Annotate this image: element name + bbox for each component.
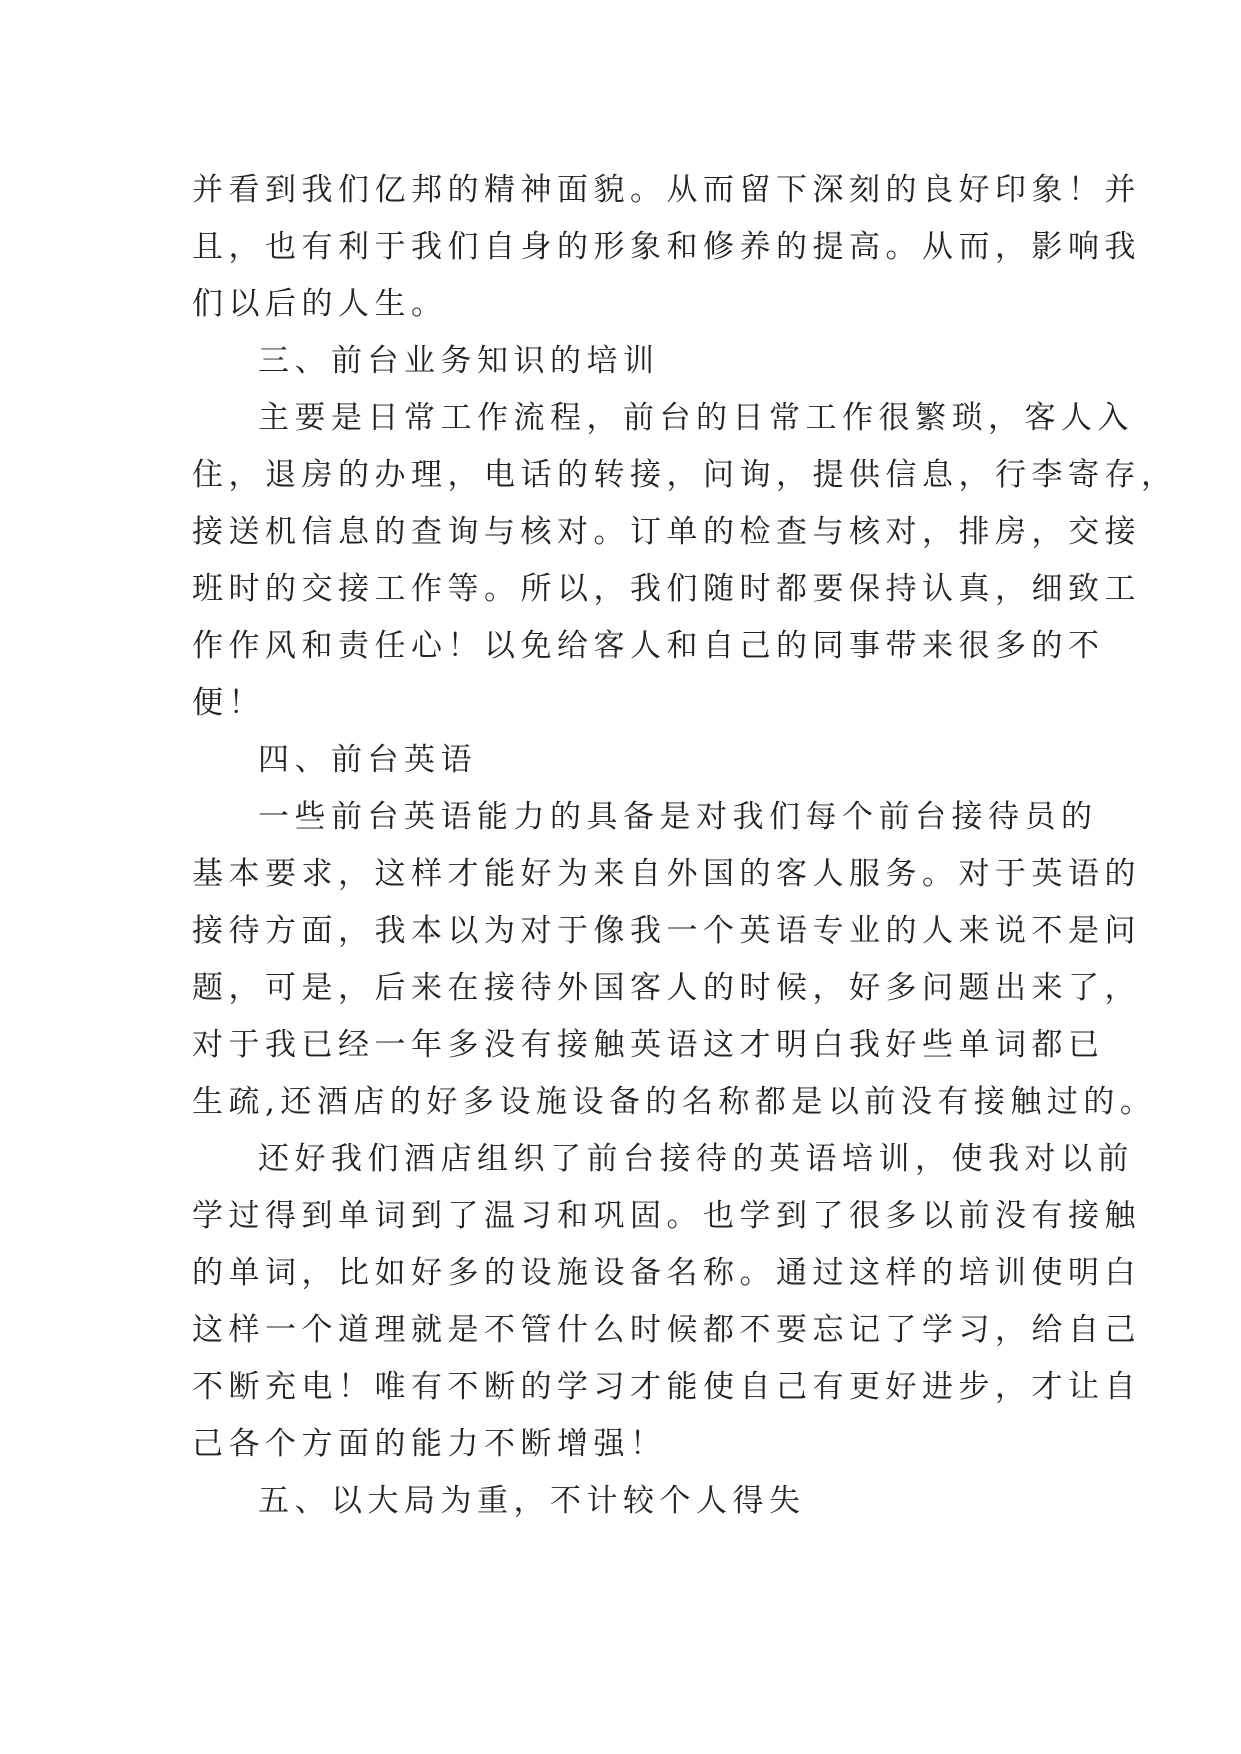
text-line: 的单词，比如好多的设施设备名称。通过这样的培训使明白 [192,1255,1141,1291]
document-body [192,162,1178,1530]
text-line: 住，退房的办理，电话的转接，问询，提供信息，行李寄存， [192,457,1178,493]
text-line: 这样一个道理就是不管什么时候都不要忘记了学习，给自己 [192,1312,1141,1348]
text-line: 班时的交接工作等。所以，我们随时都要保持认真，细致工 [192,571,1141,607]
text-line: 题，可是，后来在接待外国客人的时候，好多问题出来了， [192,970,1141,1006]
text-line: 并看到我们亿邦的精神面貌。从而留下深刻的良好印象！并 [192,172,1141,208]
text-line: 还好我们酒店组织了前台接待的英语培训，使我对以前 [258,1141,1134,1177]
text-line: 便！ [192,685,265,721]
text-line: 对于我已经一年多没有接触英语这才明白我好些单词都已 [192,1027,1105,1063]
text-line: 一些前台英语能力的具备是对我们每个前台接待员的 [258,799,1098,835]
text-line: 接送机信息的查询与核对。订单的检查与核对，排房，交接 [192,514,1141,550]
text-line: 学过得到单词到了温习和巩固。也学到了很多以前没有接触 [192,1198,1141,1234]
text-line: 生疏,还酒店的好多设施设备的名称都是以前没有接触过的。 [192,1084,1157,1120]
text-line: 主要是日常工作流程，前台的日常工作很繁琐，客人入 [258,400,1134,436]
text-line: 们以后的人生。 [192,286,448,322]
text-line: 作作风和责任心！以免给客人和自己的同事带来很多的不 [192,628,1105,664]
text-line: 基本要求，这样才能好为来自外国的客人服务。对于英语的 [192,856,1141,892]
text-line: 己各个方面的能力不断增强！ [192,1426,667,1462]
section-heading-4: 四、前台英语 [258,742,477,778]
section-heading-5: 五、以大局为重，不计较个人得失 [258,1483,806,1519]
text-line: 接待方面，我本以为对于像我一个英语专业的人来说不是问 [192,913,1141,949]
section-heading-3: 三、前台业务知识的培训 [258,343,660,379]
text-line: 且，也有利于我们自身的形象和修养的提高。从而，影响我 [192,229,1141,265]
text-line: 不断充电！唯有不断的学习才能使自己有更好进步，才让自 [192,1369,1141,1405]
